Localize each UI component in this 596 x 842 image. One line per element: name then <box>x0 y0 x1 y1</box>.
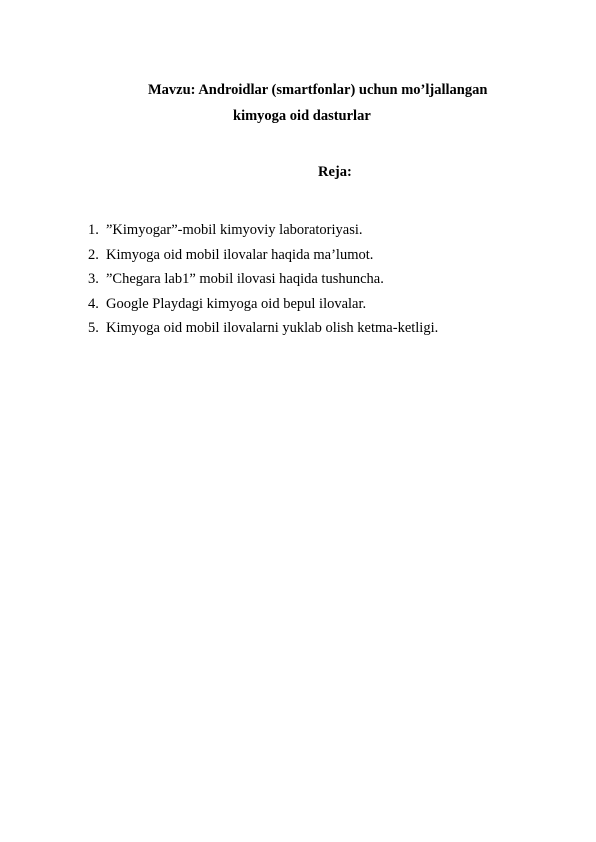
plan-item <box>88 292 438 317</box>
plan-heading: Reja: <box>318 164 352 180</box>
plan-item <box>88 218 438 243</box>
plan-item-text: Google Playdagi kimyoga oid bepul ilovalar. <box>106 295 367 312</box>
title-line-2: kimyoga oid dasturlar <box>233 108 371 124</box>
plan-list <box>88 218 438 341</box>
plan-item-number: 4. <box>88 295 99 312</box>
plan-item <box>88 316 438 341</box>
plan-item <box>88 267 438 292</box>
plan-item-number: 2. <box>88 246 99 263</box>
plan-item-number: 1. <box>88 222 99 238</box>
plan-item-text: ”Kimyogar”-mobil kimyoviy laboratoriyasi. <box>106 222 363 238</box>
plan-item-number: 3. <box>88 271 99 287</box>
title-line-1: Mavzu: Androidlar (smartfonlar) uchun mo’ljallangan <box>148 82 488 98</box>
plan-item-text: Kimyoga oid mobil ilovalarni yuklab olish ketma-ketligi. <box>106 320 439 336</box>
plan-item-text: Kimyoga oid mobil ilovalar haqida ma’lumot. <box>106 246 374 263</box>
plan-item <box>88 243 438 268</box>
plan-item-number: 5. <box>88 320 99 336</box>
plan-item-text: ”Chegara lab1” mobil ilovasi haqida tushuncha. <box>106 271 384 287</box>
